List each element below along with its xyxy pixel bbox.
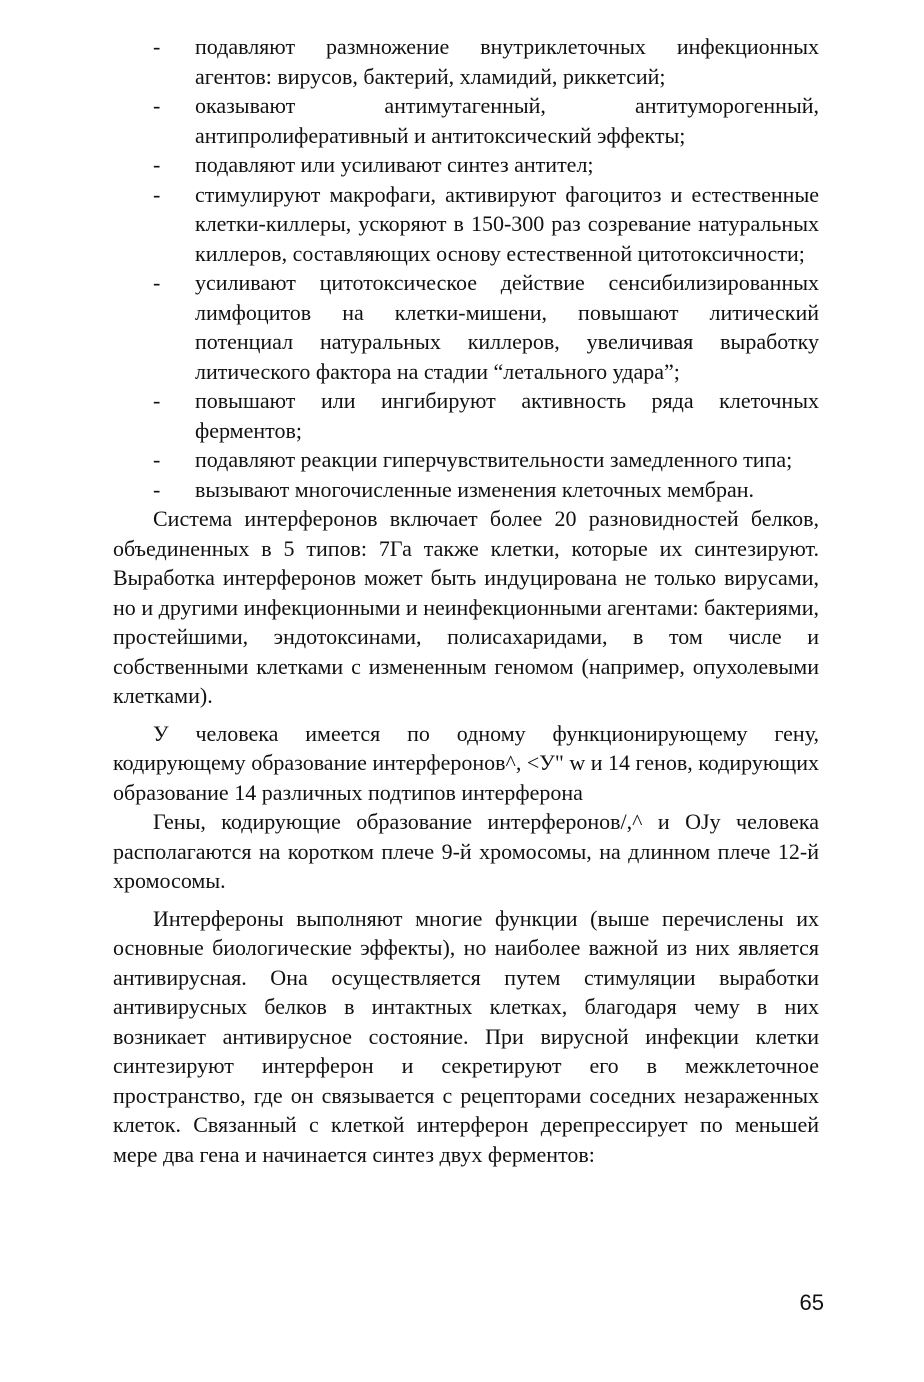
dash-marker: -: [153, 447, 161, 472]
list-item: [113, 386, 819, 445]
dash-marker: -: [153, 152, 161, 177]
list-item-text: вызывают многочисленные изменения клеточных мембран.: [195, 476, 754, 502]
dash-marker: -: [153, 34, 161, 59]
list-item: [113, 268, 819, 386]
list-item-text: стимулируют макрофаги, активируют фагоцитоз и естественные клетки-киллеры, ускоряют в 150-300 раз созревание натуральных киллеров, составляющих основу естественной цитотоксичности;: [195, 181, 819, 266]
list-item-text: повышают или ингибируют активность ряда клеточных ферментов;: [195, 388, 819, 443]
list-item-text: подавляют реакции гиперчувствительности замедленного типа;: [195, 447, 793, 472]
dash-marker: -: [153, 181, 161, 207]
dash-marker: -: [153, 476, 161, 502]
dash-marker: -: [153, 388, 161, 413]
list-item: [113, 475, 819, 505]
list-item-text: подавляют или усиливают синтез антител;: [195, 152, 594, 177]
paragraph-antiviral-function: Интерфероны выполняют многие функции (выше перечислены их основные биологические эффекты), но наиболее важной из них является антивирусная. Она осуществляется путем стимуляции выработки антивирусных белков в интактных клетках, благодаря чему в них возникает антивирусное состояние. При вирусной инфекции клетки синтезируют интерферон и секретируют его в межклеточное пространство, где он связывается с рецепторами соседних незараженных клеток. Связанный с клеткой интерферон дерепрессирует по меньшей мере два гена и начинается синтез двух ферментов:: [113, 905, 819, 1167]
list-item-text: подавляют размножение внутриклеточных инфекционных агентов: вирусов, бактерий, хламидий, риккетсий;: [195, 34, 819, 89]
dash-marker: -: [153, 270, 161, 295]
effects-list: [113, 32, 819, 504]
list-item: [113, 91, 819, 150]
list-item-text: оказывают антимутагенный, антитуморогенный, антипролиферативный и антитоксический эффекты;: [195, 93, 819, 148]
page-number: 65: [799, 1290, 824, 1315]
list-item: [113, 32, 819, 91]
text-body: [113, 32, 819, 1169]
list-item: [113, 150, 819, 180]
paragraph-interferon-system: Система интерферонов включает более 20 разновидностей белков, объединенных в 5 типов: 7Га также клетки, которые их синтезируют. Выработка интерферонов может быть индуцирована не только вирусами, но и другими инфекционными и неинфекционными агентами: бактериями, простейшими, эндотоксинами, полисахаридами, в том числе и собственными клетками с измененным геномом (например, опухолевыми клетками).: [113, 506, 819, 708]
list-item: [113, 445, 819, 475]
list-item-text: усиливают цитотоксическое действие сенсибилизированных лимфоцитов на клетки-мишени, повышают литический потенциал натуральных киллеров, увеличивая выработку литического фактора на стадии “летального удара”;: [195, 270, 819, 384]
paragraph-gene-location: Гены, кодирующие образование интерферонов/,^ и OJy человека располагаются на коротком плече 9-й хромосомы, на длинном плече 12-й хромосомы.: [113, 809, 819, 893]
paragraph-human-genes: У человека имеется по одному функционирующему гену, кодирующему образование интерферонов^, <У" w и 14 генов, кодирующих образование 14 различных подтипов интерферона: [113, 720, 819, 805]
dash-marker: -: [153, 93, 161, 118]
list-item: [113, 180, 819, 269]
